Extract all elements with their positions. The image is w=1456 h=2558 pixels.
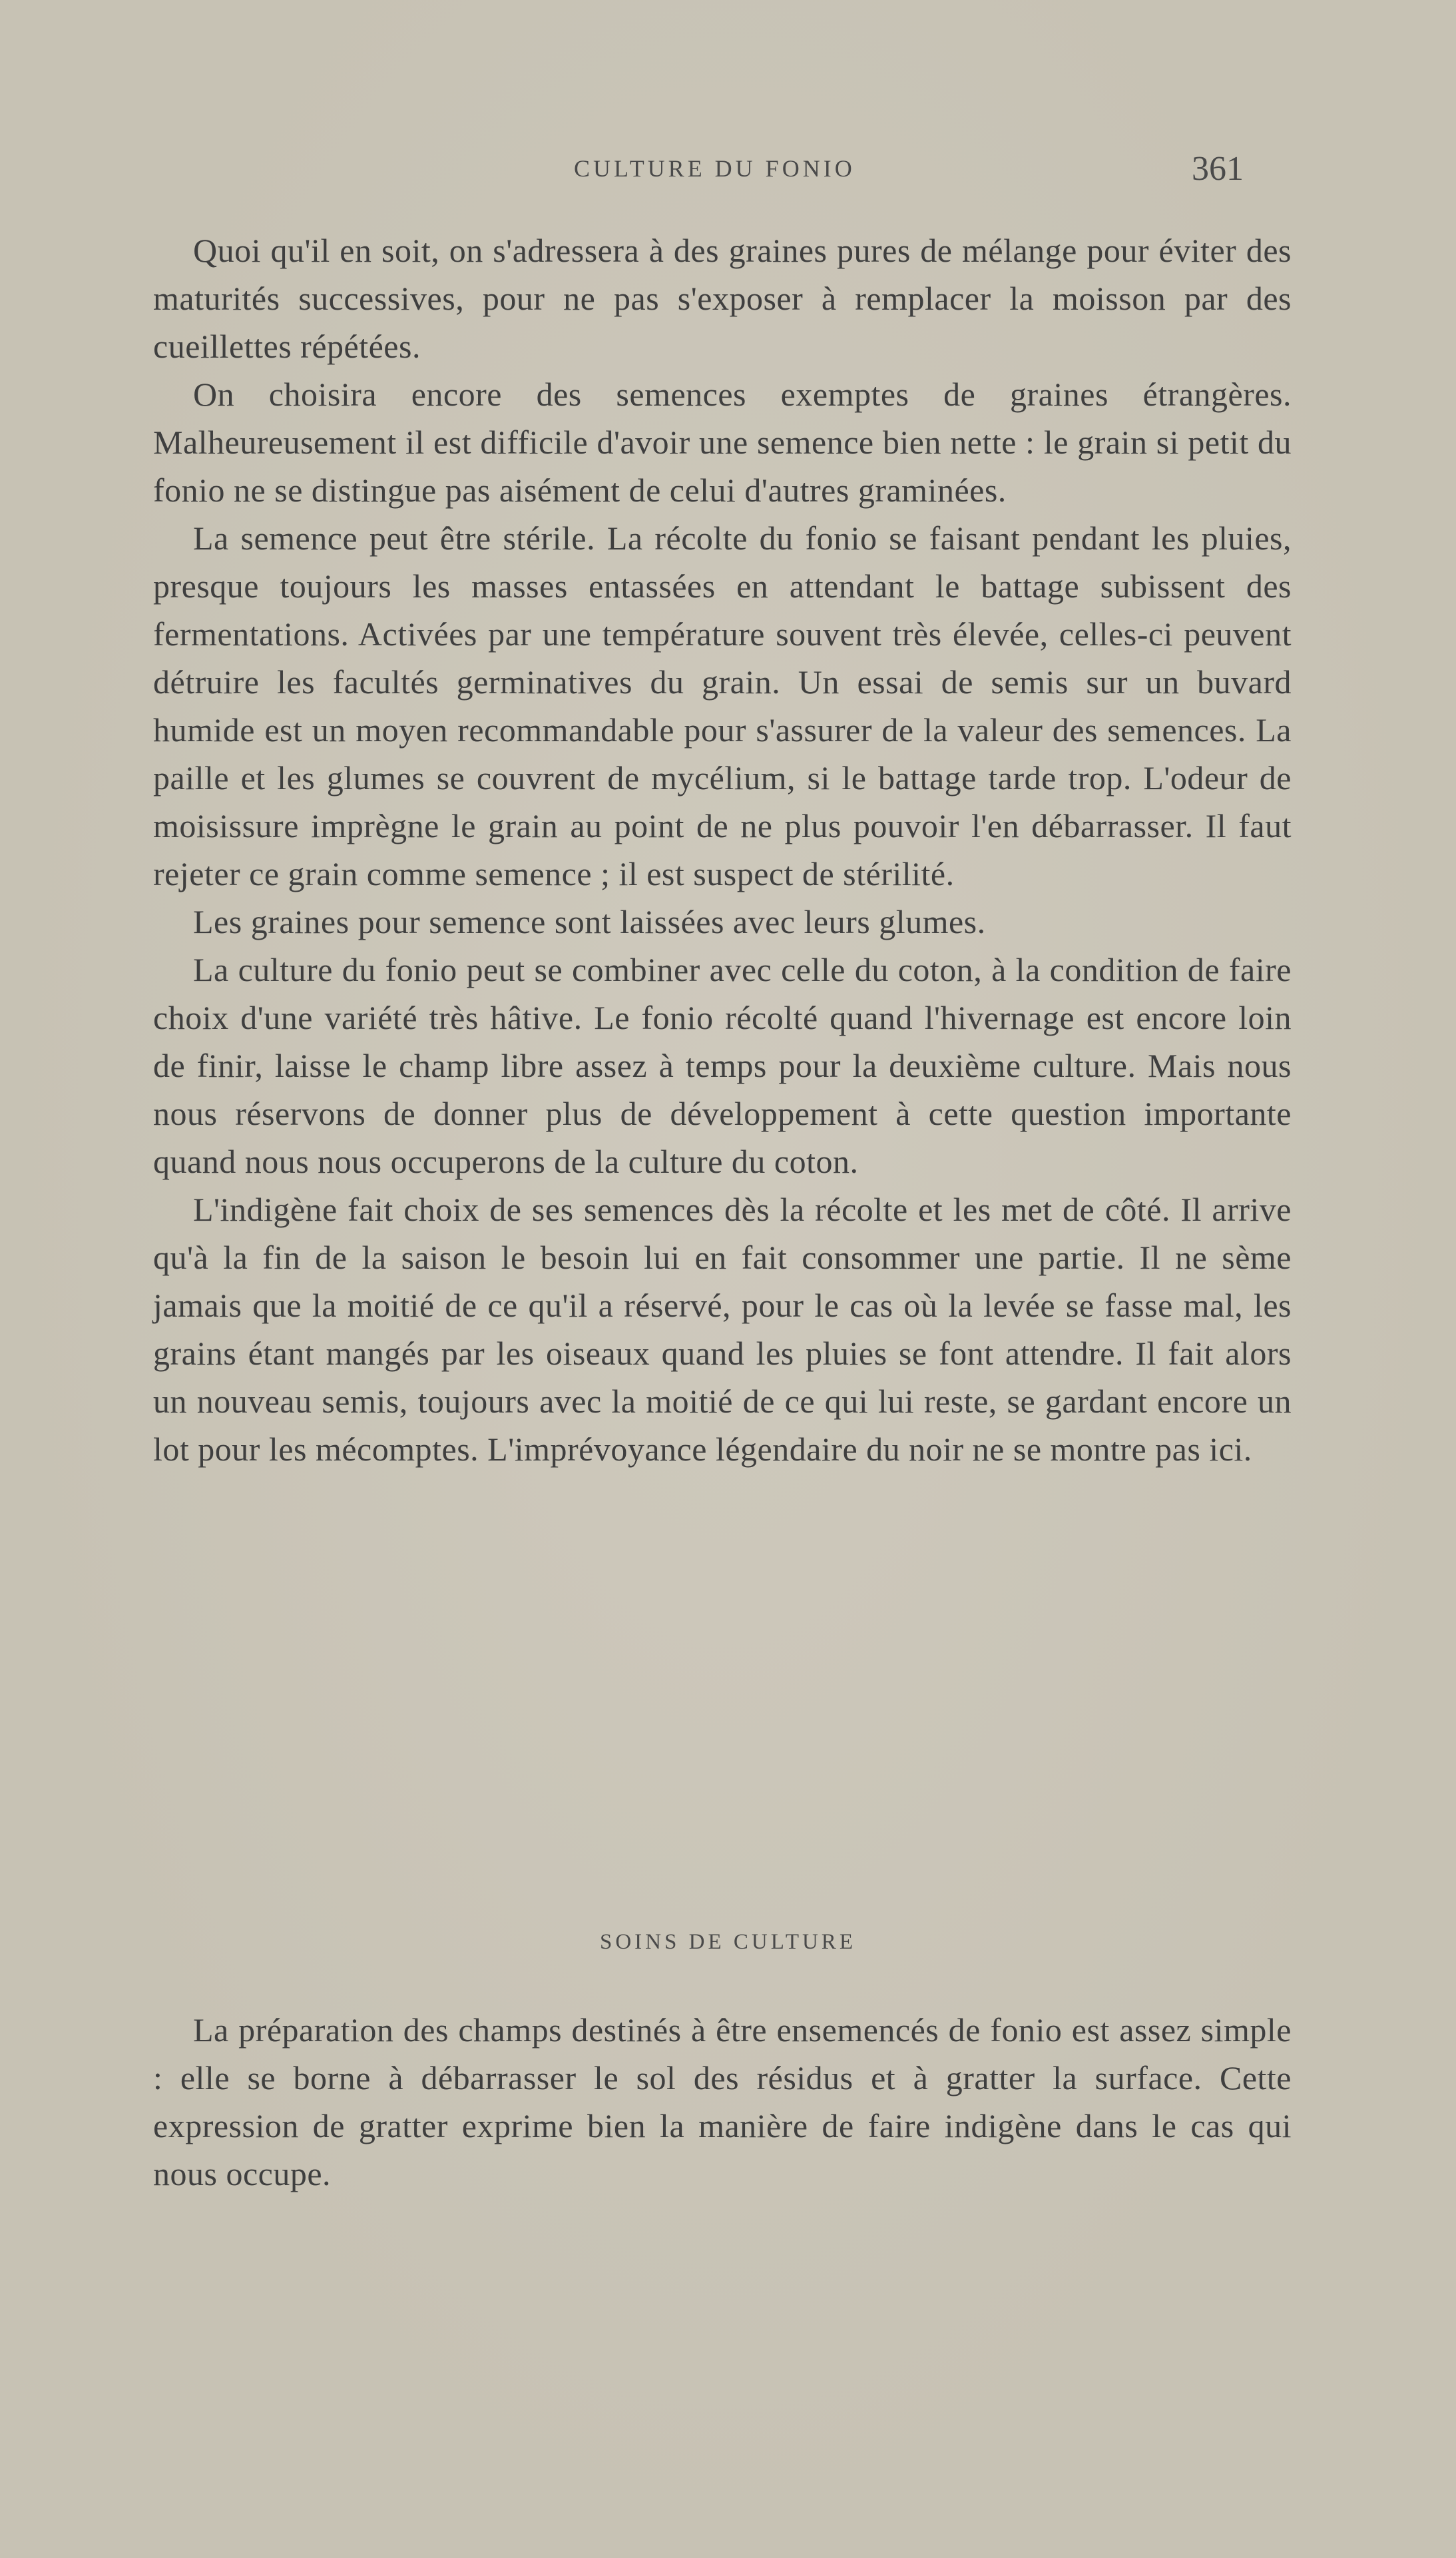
paragraph: Les graines pour semence sont laissées avec leurs glumes.	[193, 903, 986, 940]
section-text	[153, 2006, 1292, 2198]
paragraph: La préparation des champs destinés à être ensemencés de fonio est assez simple : elle se borne à débarrasser le sol des résidus et à gratter la surface. Cette expression de gratter exprime bien la manière de faire indigène dans le cas qui nous occupe.	[153, 2011, 1292, 2192]
body-text	[153, 226, 1292, 1473]
page-number: 361	[1192, 150, 1244, 188]
paragraph: La semence peut être stérile. La récolte du fonio se faisant pendant les pluies, presque toujours les masses entassées en attendant le battage subissent des fermentations. Activées par une température souvent très élevée, celles-ci peuvent détruire les facultés germinatives du grain. Un essai de semis sur un buvard humide est un moyen recommandable pour s'assurer de la valeur des semences. La paille et les glumes se couvrent de mycélium, si le battage tarde trop. L'odeur de moisissure imprègne le grain au point de ne plus pouvoir l'en débarrasser. Il faut rejeter ce grain comme semence ; il est suspect de stérilité.	[153, 519, 1292, 892]
paragraph: On choisira encore des semences exemptes de graines étrangères. Malheureusement il est difficile d'avoir une semence bien nette : le grain si petit du fonio ne se distingue pas aisément de celui d'autres graminées.	[153, 376, 1292, 509]
running-head	[0, 148, 1456, 194]
running-title: CULTURE DU FONIO	[574, 155, 855, 182]
paragraph: L'indigène fait choix de ses semences dès la récolte et les met de côté. Il arrive qu'à la fin de la saison le besoin lui en fait consommer une partie. Il ne sème jamais que la moitié de ce qu'il a réservé, pour le cas où la levée se fasse mal, les grains étant mangés par les oiseaux quand les pluies se font attendre. Il fait alors un nouveau semis, toujours avec la moitié de ce qui lui reste, se gardant encore un lot pour les mécomptes. L'imprévoyance légendaire du noir ne se montre pas ici.	[153, 1191, 1292, 1468]
paragraph: Quoi qu'il en soit, on s'adressera à des graines pures de mélange pour éviter des maturités successives, pour ne pas s'exposer à remplacer la moisson par des cueillettes répétées.	[153, 232, 1292, 365]
section-heading: SOINS DE CULTURE	[600, 1930, 856, 1954]
paragraph: La culture du fonio peut se combiner avec celle du coton, à la condition de faire choix d'une variété très hâtive. Le fonio récolté quand l'hivernage est encore loin de finir, laisse le champ libre assez à temps pour la deuxième culture. Mais nous nous réservons de donner plus de développement à cette question importante quand nous nous occuperons de la culture du coton.	[153, 951, 1292, 1180]
